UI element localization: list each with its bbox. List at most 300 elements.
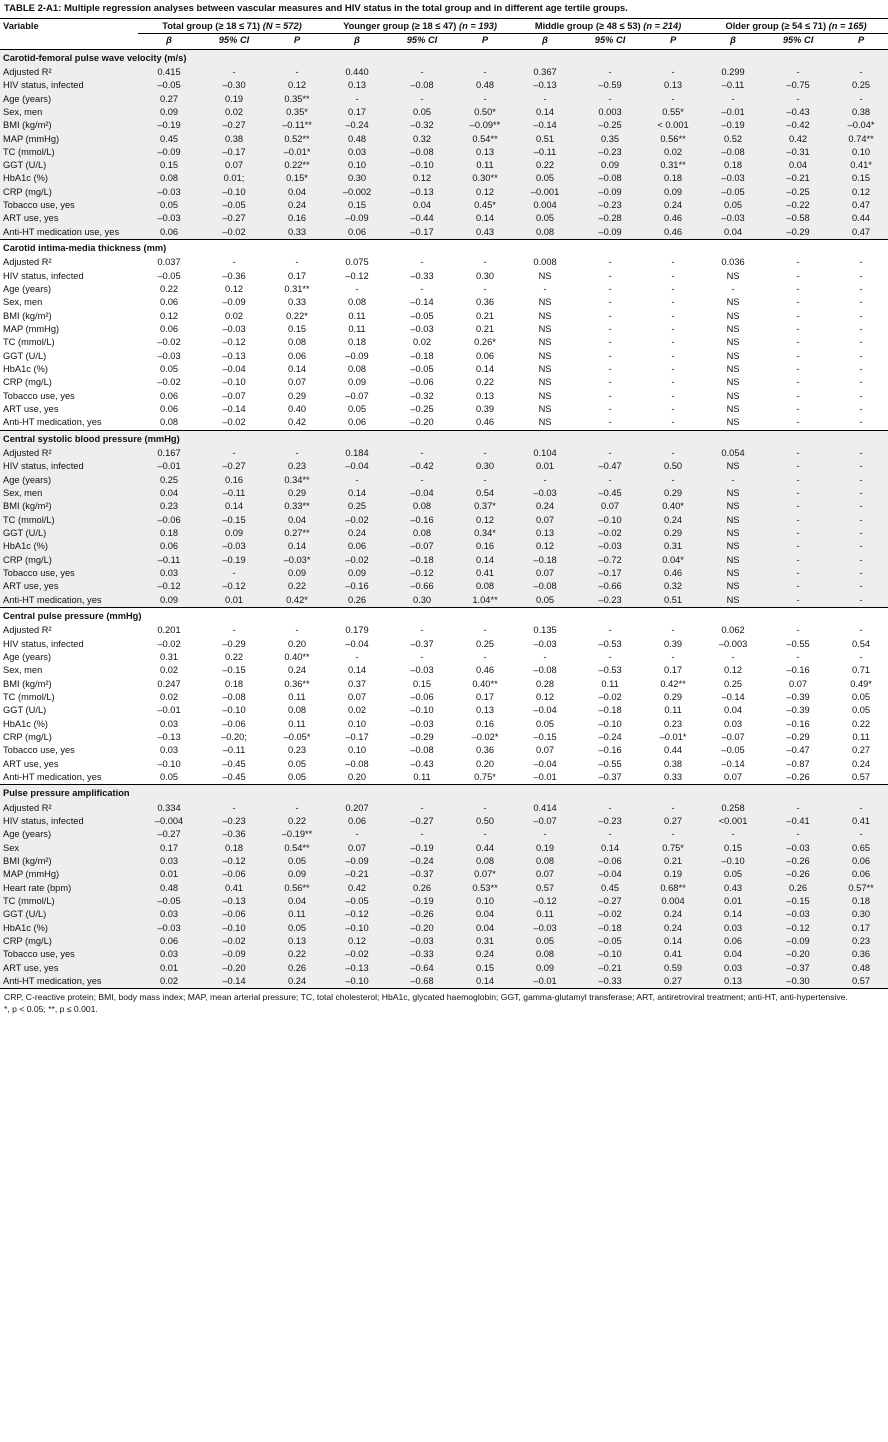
cell: –0.06 [388,691,456,704]
cell: - [644,363,702,376]
cell: –0.41 [764,815,832,828]
cell: 0.03 [702,718,764,731]
cell: - [576,310,644,323]
cell: –0.13 [514,79,576,92]
row-label: GGT (U/L) [0,908,138,921]
cell: 0.37 [326,678,388,691]
cell: 0.42 [764,133,832,146]
cell: 0.06 [138,296,200,309]
cell: 0.24 [268,975,326,989]
cell: 0.054 [702,447,764,460]
cell: –0.43 [388,758,456,771]
cell: 0.26* [456,336,514,349]
cell: 0.07 [514,744,576,757]
group-header-total [138,19,326,34]
cell: 0.01 [514,460,576,473]
cell: 0.06 [138,935,200,948]
footnote-significance: *, p < 0.05; **, p ≤ 0.001. [4,1004,98,1015]
cell: –0.05 [326,895,388,908]
row-label: GGT (U/L) [0,527,138,540]
cell: 0.65 [832,842,888,855]
cell: - [644,323,702,336]
cell: 0.17 [832,922,888,935]
cell: 0.42 [326,882,388,895]
cell: –0.26 [764,771,832,785]
cell: 0.11 [644,704,702,717]
row-label: HIV status, infected [0,815,138,828]
cell: –0.01* [644,731,702,744]
cell: 0.22 [514,159,576,172]
cell: 0.05 [138,771,200,785]
cell: <0.001 [702,815,764,828]
cell: 0.03 [326,146,388,159]
table-row [0,651,888,664]
group-header-younger [326,19,514,34]
cell: 0.25 [456,638,514,651]
cell: –0.26 [764,868,832,881]
cell: 0.03 [138,567,200,580]
table-row [0,855,888,868]
cell: NS [702,527,764,540]
cell: NS [702,514,764,527]
cell: 0.41 [456,567,514,580]
cell: –0.30 [200,79,268,92]
cell: 0.54** [268,842,326,855]
cell: –0.12 [388,567,456,580]
cell: 0.22 [268,815,326,828]
subheader-ci-middle: 95% CI [594,35,626,46]
cell: –0.37 [764,962,832,975]
table-row [0,226,888,240]
cell: - [644,624,702,637]
cell: –0.37 [388,638,456,651]
cell: –0.36 [200,828,268,841]
cell: –0.13 [388,186,456,199]
row-label: BMI (kg/m²) [0,678,138,691]
cell: –0.15 [764,895,832,908]
cell: - [764,256,832,269]
cell: –0.08 [702,146,764,159]
cell: - [764,270,832,283]
cell: 0.42 [268,416,326,430]
cell: 0.30 [326,172,388,185]
cell: –0.07 [200,390,268,403]
cell: 0.31 [644,540,702,553]
cell: - [764,474,832,487]
row-label: GGT (U/L) [0,704,138,717]
cell: 0.17 [456,691,514,704]
cell: –0.17 [388,226,456,240]
cell: 0.09 [268,868,326,881]
cell: NS [702,323,764,336]
cell: –0.45 [200,758,268,771]
cell: 0.02 [326,704,388,717]
cell: –0.03 [514,487,576,500]
cell: - [832,540,888,553]
cell: - [644,336,702,349]
cell: –0.003 [702,638,764,651]
cell: 0.16 [200,474,268,487]
cell: - [388,624,456,637]
cell: –0.02 [200,416,268,430]
cell: 0.32 [388,133,456,146]
cell: –0.002 [326,186,388,199]
cell: 0.75* [456,771,514,785]
row-label: Anti-HT medication, yes [0,975,138,989]
cell: - [456,802,514,815]
cell: –0.03 [764,842,832,855]
table-row [0,935,888,948]
cell: 0.13 [456,390,514,403]
cell: - [200,802,268,815]
table-row [0,975,888,989]
cell: –0.12 [200,336,268,349]
cell: –0.47 [764,744,832,757]
cell: –0.09 [764,935,832,948]
cell: 0.06 [138,403,200,416]
cell: NS [702,460,764,473]
table-row [0,416,888,430]
cell: 0.11 [514,908,576,921]
cell: - [764,310,832,323]
cell: 0.14 [576,842,644,855]
cell: –0.19 [388,895,456,908]
cell: 0.11 [832,731,888,744]
cell: –0.06 [576,855,644,868]
cell: 0.22* [268,310,326,323]
cell: –0.02 [200,226,268,240]
cell: 0.54 [832,638,888,651]
cell: –0.03 [576,540,644,553]
cell: –0.44 [388,212,456,225]
cell: - [456,474,514,487]
cell: 0.10 [326,159,388,172]
cell: - [268,802,326,815]
cell: 0.14 [268,540,326,553]
cell: 0.45 [138,133,200,146]
cell: - [576,283,644,296]
cell: 0.59 [644,962,702,975]
cell: 0.16 [456,718,514,731]
cell: 0.15 [456,962,514,975]
cell: 0.19 [200,93,268,106]
row-label: Adjusted R² [0,447,138,460]
cell: NS [514,350,576,363]
cell: - [576,256,644,269]
cell: 0.57** [832,882,888,895]
cell: 0.37* [456,500,514,513]
row-label: BMI (kg/m²) [0,500,138,513]
cell: –0.33 [576,975,644,989]
cell: 0.04 [702,226,764,240]
group-header-middle [514,19,702,34]
cell: 0.05 [514,594,576,608]
table-row [0,948,888,961]
cell: 0.24 [832,758,888,771]
cell: –0.87 [764,758,832,771]
cell: NS [702,487,764,500]
cell: - [326,93,388,106]
cell: - [832,336,888,349]
cell: 0.11 [268,718,326,731]
cell: NS [702,336,764,349]
cell: 0.12 [138,310,200,323]
cell: 0.27** [268,527,326,540]
cell: –0.42 [764,119,832,132]
table-row [0,744,888,757]
cell: 0.41 [200,882,268,895]
cell: 0.14 [456,975,514,989]
cell: –0.55 [764,638,832,651]
cell: 0.18 [200,842,268,855]
cell: 0.14 [268,363,326,376]
cell: NS [514,363,576,376]
cell: 0.334 [138,802,200,815]
cell: –0.17 [576,567,644,580]
cell: - [388,802,456,815]
cell: - [576,350,644,363]
cell: 0.29 [268,487,326,500]
cell: 0.04 [456,922,514,935]
cell: –0.09 [138,146,200,159]
cell: 0.24 [268,199,326,212]
cell: - [702,828,764,841]
row-label: BMI (kg/m²) [0,855,138,868]
cell: - [576,416,644,430]
cell: 0.22 [200,651,268,664]
cell: –0.08 [388,146,456,159]
cell: - [702,93,764,106]
cell: 0.12 [326,935,388,948]
cell: 0.45 [576,882,644,895]
cell: –0.03 [764,908,832,921]
cell: 0.47 [832,226,888,240]
group-name: Older group (≥ 54 ≤ 71) [725,20,827,31]
section-1 [0,49,888,240]
cell: 0.104 [514,447,576,460]
cell: 0.29 [268,390,326,403]
subheader-beta-middle: β [542,35,548,46]
cell: - [832,416,888,430]
cell: 0.09 [514,962,576,975]
cell: 0.15 [832,172,888,185]
table-row [0,895,888,908]
cell: 0.20 [326,771,388,785]
cell: 0.46 [644,212,702,225]
cell: - [832,580,888,593]
cell: NS [514,336,576,349]
cell: - [832,323,888,336]
cell: 0.46 [644,567,702,580]
table-row [0,691,888,704]
row-label: Tobacco use, yes [0,390,138,403]
cell: 0.05 [514,935,576,948]
cell: 0.30 [388,594,456,608]
cell: 0.31 [456,935,514,948]
cell: 0.21 [456,310,514,323]
cell: –0.12 [138,580,200,593]
table-row [0,270,888,283]
cell: 0.07 [200,159,268,172]
cell: 0.25 [702,678,764,691]
cell: 0.06 [832,855,888,868]
cell: 0.49* [832,678,888,691]
cell: 0.29 [644,691,702,704]
cell: 0.33 [644,771,702,785]
cell: - [702,651,764,664]
cell: - [644,310,702,323]
row-label: GGT (U/L) [0,159,138,172]
cell: 0.17 [644,664,702,677]
cell: - [644,93,702,106]
cell: 0.299 [702,66,764,79]
cell: - [576,390,644,403]
cell: 0.46 [456,416,514,430]
cell: - [388,651,456,664]
cell: - [514,93,576,106]
cell: 0.31 [138,651,200,664]
cell: –0.24 [388,855,456,868]
cell: 0.258 [702,802,764,815]
cell: 0.20 [456,758,514,771]
table-row [0,93,888,106]
cell: 0.05 [702,199,764,212]
subheader-p-middle: P [669,35,677,46]
cell: –0.11 [514,146,576,159]
cell: - [764,624,832,637]
cell: –0.08 [514,580,576,593]
row-label: Adjusted R² [0,802,138,815]
row-label: Adjusted R² [0,66,138,79]
cell: 0.05 [514,212,576,225]
cell: - [268,624,326,637]
cell: - [764,487,832,500]
cell: - [576,323,644,336]
cell: 0.68** [644,882,702,895]
cell: 0.03 [138,948,200,961]
cell: –0.10 [138,758,200,771]
cell: < 0.001 [644,119,702,132]
group-n: (n = 214) [643,20,682,31]
cell: 0.48 [326,133,388,146]
cell: 0.07 [268,376,326,389]
cell: 0.24 [644,908,702,921]
cell: 0.18 [138,527,200,540]
cell: 0.27 [832,744,888,757]
cell: 0.08 [388,500,456,513]
cell: –0.13 [326,962,388,975]
cell: –0.16 [764,664,832,677]
row-label: Tobacco use, yes [0,744,138,757]
cell: - [764,363,832,376]
cell: –0.10 [200,376,268,389]
cell: 0.20 [268,638,326,651]
cell: 0.11 [576,678,644,691]
cell: –0.11 [200,744,268,757]
cell: - [576,651,644,664]
row-label: Sex, men [0,664,138,677]
cell: –0.37 [576,771,644,785]
cell: 0.01 [138,962,200,975]
cell: 0.10 [456,895,514,908]
cell: 0.12 [702,664,764,677]
cell: NS [514,270,576,283]
cell: 0.11 [326,310,388,323]
cell: - [388,256,456,269]
cell: 0.09 [326,567,388,580]
cell: 0.03 [138,744,200,757]
cell: –0.02 [326,514,388,527]
row-label: CRP (mg/L) [0,554,138,567]
cell: 0.48 [138,882,200,895]
row-label: TC (mmol/L) [0,691,138,704]
cell: 0.23 [268,460,326,473]
cell: 0.18 [200,678,268,691]
cell: –0.06 [388,376,456,389]
cell: 0.07 [702,771,764,785]
table-row [0,815,888,828]
cell: –0.42 [388,460,456,473]
group-header-older [702,19,888,34]
cell: –0.06 [138,514,200,527]
cell: 0.01 [702,895,764,908]
cell: 0.003 [576,106,644,119]
cell: –0.45 [576,487,644,500]
cell: 0.53** [456,882,514,895]
cell: 0.14 [456,363,514,376]
section-5 [0,785,888,989]
subheader-ci-total: 95% CI [218,35,250,46]
cell: - [832,500,888,513]
cell: - [764,527,832,540]
cell: 0.05 [326,403,388,416]
cell: 0.51 [514,133,576,146]
cell: 0.05 [832,691,888,704]
cell: 0.56** [644,133,702,146]
cell: 0.06 [138,226,200,240]
cell: 0.23 [268,744,326,757]
cell: 0.57 [514,882,576,895]
cell: - [644,256,702,269]
cell: 0.54** [456,133,514,146]
cell: –0.19 [702,119,764,132]
cell: - [326,651,388,664]
cell: 0.12 [832,186,888,199]
cell: 0.05 [514,718,576,731]
section-title: Carotid intima-media thickness (mm) [0,240,888,257]
cell: 0.36 [456,296,514,309]
cell: –0.31 [764,146,832,159]
cell: 0.12 [514,540,576,553]
cell: –0.27 [200,460,268,473]
table-row [0,256,888,269]
cell: –0.20 [764,948,832,961]
cell: –0.02 [576,691,644,704]
cell: NS [702,390,764,403]
cell: –0.15 [200,664,268,677]
cell: –0.09 [326,855,388,868]
cell: - [514,651,576,664]
table-row [0,922,888,935]
cell: –0.20 [388,416,456,430]
cell: –0.12 [326,270,388,283]
cell: 0.41 [644,948,702,961]
table-row [0,638,888,651]
cell: - [832,554,888,567]
subheader-beta-younger: β [354,35,360,46]
cell: - [644,296,702,309]
row-label: HbA1c (%) [0,172,138,185]
